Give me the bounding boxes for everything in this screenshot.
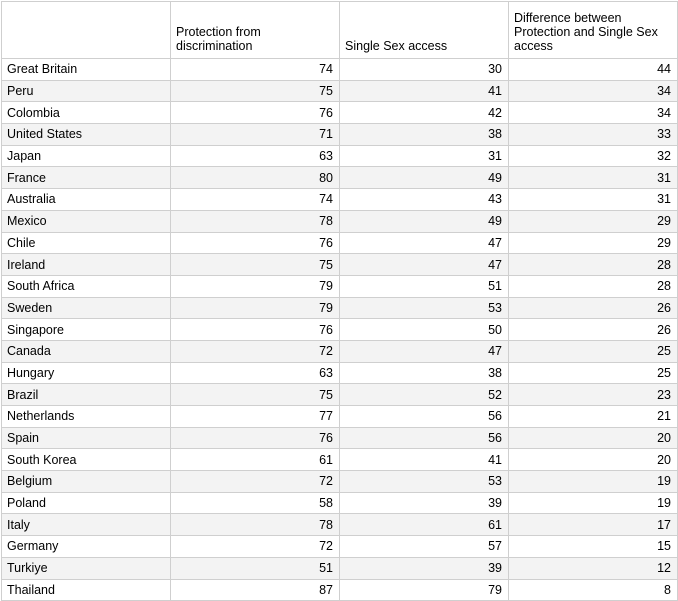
protection-cell: 72 bbox=[171, 471, 340, 493]
country-cell: Italy bbox=[2, 514, 171, 536]
single-sex-cell: 53 bbox=[340, 471, 509, 493]
data-table bbox=[1, 1, 678, 601]
country-cell: South Korea bbox=[2, 449, 171, 471]
country-cell: Belgium bbox=[2, 471, 171, 493]
table-row bbox=[2, 297, 678, 319]
table-row bbox=[2, 167, 678, 189]
difference-cell: 23 bbox=[509, 384, 678, 406]
difference-cell: 29 bbox=[509, 210, 678, 232]
single-sex-cell: 41 bbox=[340, 80, 509, 102]
header-single-sex: Single Sex access bbox=[340, 2, 509, 59]
protection-cell: 58 bbox=[171, 492, 340, 514]
single-sex-cell: 50 bbox=[340, 319, 509, 341]
single-sex-cell: 31 bbox=[340, 145, 509, 167]
country-cell: Peru bbox=[2, 80, 171, 102]
protection-cell: 72 bbox=[171, 340, 340, 362]
single-sex-cell: 53 bbox=[340, 297, 509, 319]
protection-cell: 71 bbox=[171, 124, 340, 146]
protection-cell: 80 bbox=[171, 167, 340, 189]
single-sex-cell: 47 bbox=[340, 340, 509, 362]
single-sex-cell: 56 bbox=[340, 427, 509, 449]
country-cell: Germany bbox=[2, 536, 171, 558]
difference-cell: 8 bbox=[509, 579, 678, 601]
header-row bbox=[2, 2, 678, 59]
table-row bbox=[2, 145, 678, 167]
table-row bbox=[2, 557, 678, 579]
single-sex-cell: 42 bbox=[340, 102, 509, 124]
single-sex-cell: 47 bbox=[340, 232, 509, 254]
protection-cell: 74 bbox=[171, 189, 340, 211]
table-row bbox=[2, 406, 678, 428]
difference-cell: 20 bbox=[509, 449, 678, 471]
difference-cell: 19 bbox=[509, 471, 678, 493]
difference-cell: 20 bbox=[509, 427, 678, 449]
table-row bbox=[2, 124, 678, 146]
protection-cell: 63 bbox=[171, 145, 340, 167]
table-row bbox=[2, 319, 678, 341]
protection-cell: 61 bbox=[171, 449, 340, 471]
protection-cell: 79 bbox=[171, 297, 340, 319]
single-sex-cell: 52 bbox=[340, 384, 509, 406]
protection-cell: 76 bbox=[171, 102, 340, 124]
table-row bbox=[2, 449, 678, 471]
protection-cell: 78 bbox=[171, 210, 340, 232]
difference-cell: 34 bbox=[509, 80, 678, 102]
protection-cell: 75 bbox=[171, 80, 340, 102]
country-cell: South Africa bbox=[2, 275, 171, 297]
country-cell: Canada bbox=[2, 340, 171, 362]
country-cell: Australia bbox=[2, 189, 171, 211]
protection-cell: 75 bbox=[171, 254, 340, 276]
table-row bbox=[2, 102, 678, 124]
difference-cell: 28 bbox=[509, 275, 678, 297]
table-row bbox=[2, 427, 678, 449]
difference-cell: 17 bbox=[509, 514, 678, 536]
table-row bbox=[2, 189, 678, 211]
table-row bbox=[2, 536, 678, 558]
single-sex-cell: 57 bbox=[340, 536, 509, 558]
single-sex-cell: 51 bbox=[340, 275, 509, 297]
table-row bbox=[2, 362, 678, 384]
protection-cell: 76 bbox=[171, 232, 340, 254]
difference-cell: 26 bbox=[509, 319, 678, 341]
difference-cell: 26 bbox=[509, 297, 678, 319]
country-cell: Hungary bbox=[2, 362, 171, 384]
protection-cell: 72 bbox=[171, 536, 340, 558]
difference-cell: 25 bbox=[509, 340, 678, 362]
table-row bbox=[2, 340, 678, 362]
protection-cell: 87 bbox=[171, 579, 340, 601]
single-sex-cell: 47 bbox=[340, 254, 509, 276]
difference-cell: 32 bbox=[509, 145, 678, 167]
country-cell: France bbox=[2, 167, 171, 189]
difference-cell: 25 bbox=[509, 362, 678, 384]
protection-cell: 75 bbox=[171, 384, 340, 406]
difference-cell: 15 bbox=[509, 536, 678, 558]
single-sex-cell: 56 bbox=[340, 406, 509, 428]
country-cell: Colombia bbox=[2, 102, 171, 124]
country-cell: Singapore bbox=[2, 319, 171, 341]
difference-cell: 19 bbox=[509, 492, 678, 514]
country-cell: Mexico bbox=[2, 210, 171, 232]
protection-cell: 63 bbox=[171, 362, 340, 384]
difference-cell: 21 bbox=[509, 406, 678, 428]
country-cell: United States bbox=[2, 124, 171, 146]
table-row bbox=[2, 514, 678, 536]
single-sex-cell: 38 bbox=[340, 362, 509, 384]
single-sex-cell: 41 bbox=[340, 449, 509, 471]
protection-cell: 76 bbox=[171, 427, 340, 449]
single-sex-cell: 30 bbox=[340, 59, 509, 81]
table-row bbox=[2, 59, 678, 81]
protection-cell: 77 bbox=[171, 406, 340, 428]
difference-cell: 33 bbox=[509, 124, 678, 146]
country-cell: Turkiye bbox=[2, 557, 171, 579]
country-cell: Japan bbox=[2, 145, 171, 167]
difference-cell: 29 bbox=[509, 232, 678, 254]
country-cell: Poland bbox=[2, 492, 171, 514]
table-row bbox=[2, 471, 678, 493]
table-row bbox=[2, 275, 678, 297]
header-protection: Protection from discrimination bbox=[171, 2, 340, 59]
single-sex-cell: 39 bbox=[340, 557, 509, 579]
table-row bbox=[2, 384, 678, 406]
difference-cell: 28 bbox=[509, 254, 678, 276]
country-cell: Chile bbox=[2, 232, 171, 254]
difference-cell: 31 bbox=[509, 189, 678, 211]
country-cell: Netherlands bbox=[2, 406, 171, 428]
single-sex-cell: 49 bbox=[340, 210, 509, 232]
header-country bbox=[2, 2, 171, 59]
table-row bbox=[2, 210, 678, 232]
country-cell: Thailand bbox=[2, 579, 171, 601]
protection-cell: 76 bbox=[171, 319, 340, 341]
table-row bbox=[2, 492, 678, 514]
table-row bbox=[2, 232, 678, 254]
difference-cell: 12 bbox=[509, 557, 678, 579]
single-sex-cell: 79 bbox=[340, 579, 509, 601]
protection-cell: 79 bbox=[171, 275, 340, 297]
header-difference: Difference between Protection and Single Sex access bbox=[509, 2, 678, 59]
single-sex-cell: 39 bbox=[340, 492, 509, 514]
single-sex-cell: 43 bbox=[340, 189, 509, 211]
table-body bbox=[2, 59, 678, 601]
difference-cell: 44 bbox=[509, 59, 678, 81]
table-row bbox=[2, 80, 678, 102]
single-sex-cell: 61 bbox=[340, 514, 509, 536]
country-cell: Brazil bbox=[2, 384, 171, 406]
table-row bbox=[2, 254, 678, 276]
protection-cell: 74 bbox=[171, 59, 340, 81]
protection-cell: 78 bbox=[171, 514, 340, 536]
difference-cell: 34 bbox=[509, 102, 678, 124]
country-cell: Great Britain bbox=[2, 59, 171, 81]
table-row bbox=[2, 579, 678, 601]
protection-cell: 51 bbox=[171, 557, 340, 579]
single-sex-cell: 38 bbox=[340, 124, 509, 146]
country-cell: Ireland bbox=[2, 254, 171, 276]
country-cell: Spain bbox=[2, 427, 171, 449]
country-cell: Sweden bbox=[2, 297, 171, 319]
single-sex-cell: 49 bbox=[340, 167, 509, 189]
difference-cell: 31 bbox=[509, 167, 678, 189]
